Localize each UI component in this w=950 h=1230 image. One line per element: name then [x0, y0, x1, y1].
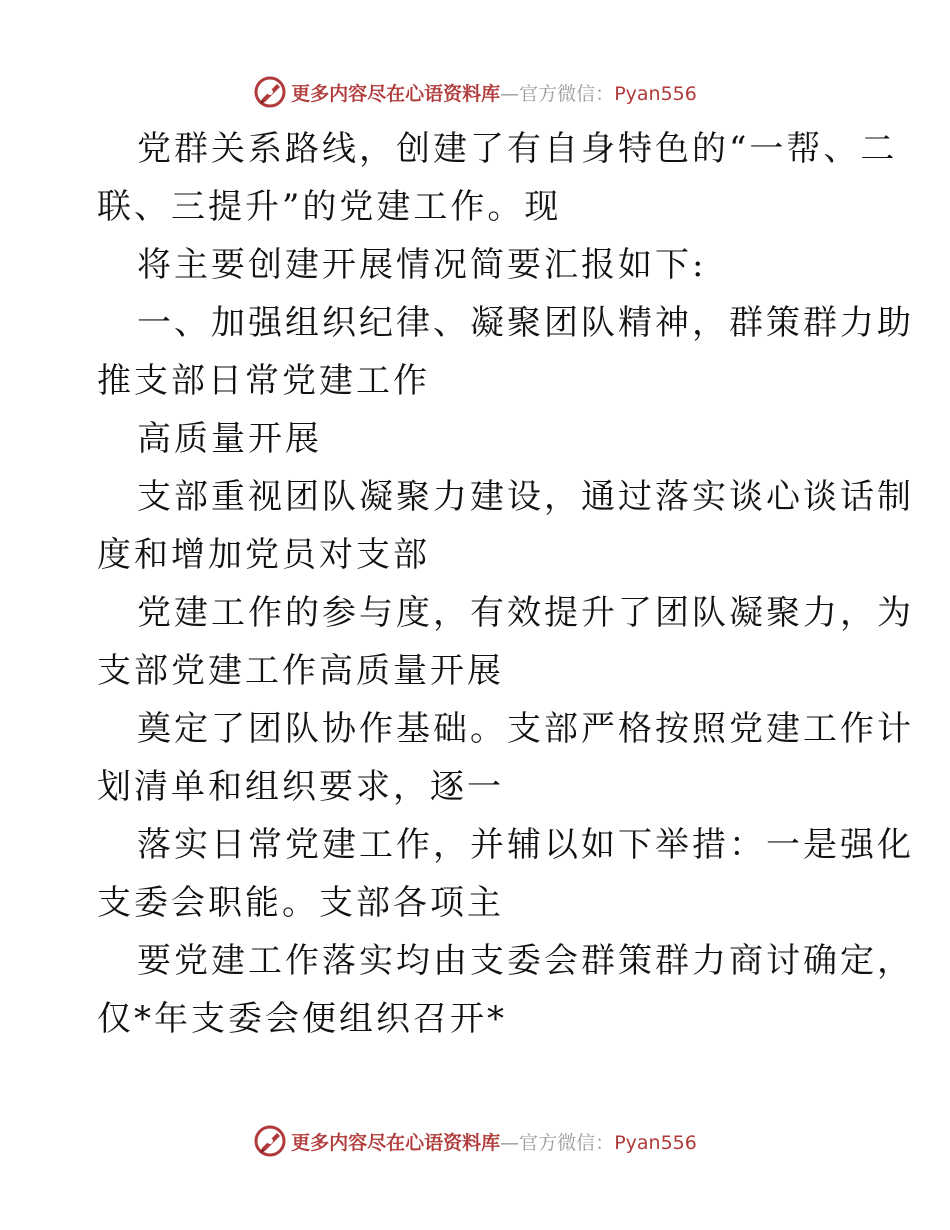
watermark-dash: — — [500, 1131, 520, 1154]
text-line: 联、三提升”的党建工作。现 — [97, 187, 562, 227]
watermark-wechat-label: 官方微信： — [519, 82, 615, 105]
text-line: 度和增加党员对支部 — [97, 535, 430, 575]
section-heading: 一、加强组织纪律、凝聚团队精神，群策群力助 — [137, 303, 914, 343]
text-line: 党建工作的参与度，有效提升了团队凝聚力，为 — [137, 593, 914, 633]
text-line: 支委会职能。支部各项主 — [97, 883, 504, 923]
watermark-site: 更多内容尽在心语资料库 — [291, 82, 501, 105]
text-line: 将主要创建开展情况简要汇报如下: — [137, 245, 707, 285]
document-body — [97, 120, 914, 1048]
watermark-wechat-id: Pyan556 — [614, 82, 697, 105]
text-line: 支部重视团队凝聚力建设，通过落实谈心谈话制 — [137, 477, 914, 517]
header-watermark — [0, 72, 950, 112]
text-line: 高质量开展 — [137, 419, 322, 459]
watermark-text — [291, 1128, 697, 1155]
watermark-text — [291, 79, 697, 106]
watermark-wechat-id: Pyan556 — [614, 1131, 697, 1154]
text-line: 党群关系路线，创建了有自身特色的“一帮、二 — [137, 129, 898, 169]
watermark-site: 更多内容尽在心语资料库 — [291, 1131, 501, 1154]
text-line: 划清单和组织要求，逐一 — [97, 767, 504, 807]
text-line: 仅*年支委会便组织召开* — [97, 999, 507, 1039]
text-line: 落实日常党建工作，并辅以如下举措：一是强化 — [137, 825, 914, 865]
footer-watermark — [0, 1121, 950, 1161]
text-line: 要党建工作落实均由支委会群策群力商讨确定， — [137, 941, 914, 981]
watermark-dash: — — [500, 82, 520, 105]
logo-icon — [253, 75, 287, 109]
text-line: 奠定了团队协作基础。支部严格按照党建工作计 — [137, 709, 914, 749]
text-line: 支部党建工作高质量开展 — [97, 651, 504, 691]
logo-icon — [253, 1124, 287, 1158]
watermark-wechat-label: 官方微信： — [519, 1131, 615, 1154]
section-heading-continued: 推支部日常党建工作 — [97, 361, 430, 401]
